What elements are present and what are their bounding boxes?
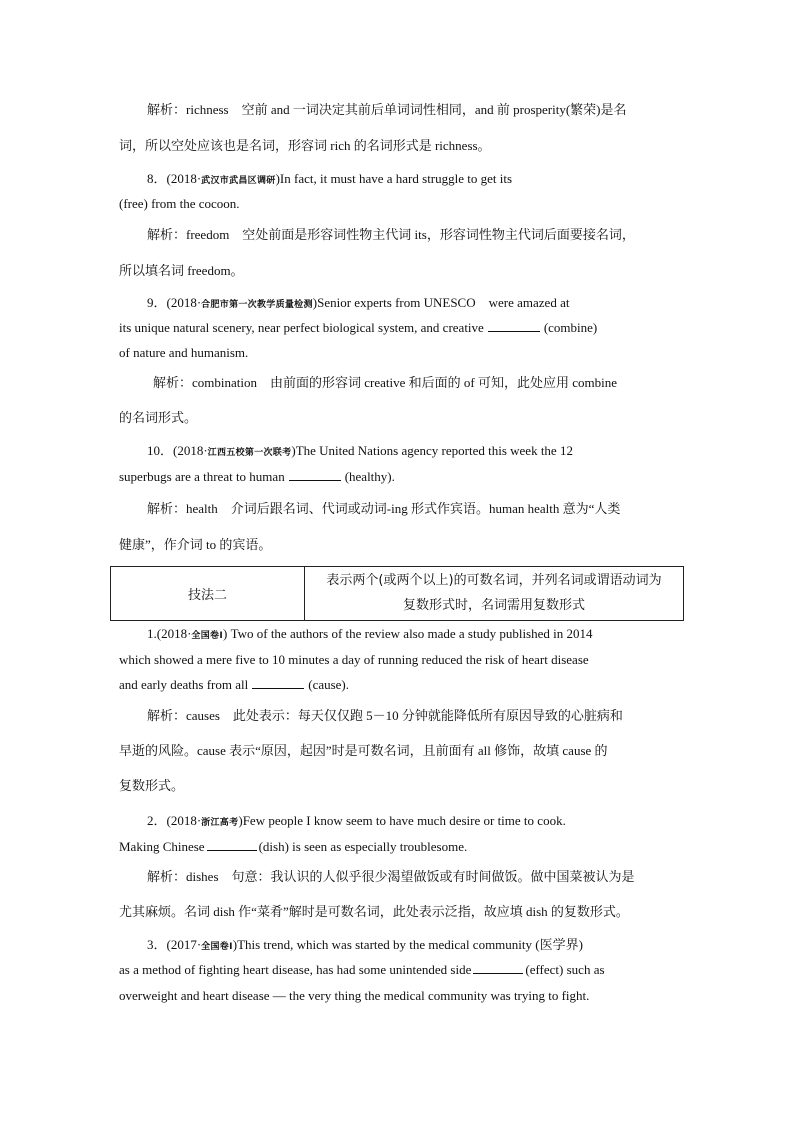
question-text: ) Two of the authors of the review also made a study published in 2014	[222, 626, 593, 641]
question-source: 浙江高考	[201, 818, 239, 828]
blank-hint: (healthy).	[344, 469, 395, 484]
question-source: 全国卷Ⅰ	[201, 942, 233, 952]
question-8-line-2: (free) from the cocoon.	[119, 196, 240, 211]
question-text: )Few people I know seem to have much desire or time to cook.	[238, 813, 566, 828]
answer-8-line-2: 所以填名词 freedom。	[119, 263, 244, 278]
question-text: )The United Nations agency reported this week the 12	[291, 443, 573, 458]
question-text: )This trend, which was started by the medical community (医学界)	[232, 937, 583, 952]
question-text: as a method of fighting heart disease, has had some unintended side	[119, 962, 472, 977]
question-9-line-3: of nature and humanism.	[119, 345, 249, 360]
answer-blank[interactable]	[473, 961, 523, 974]
blank-hint: (combine)	[543, 320, 598, 335]
technique-label: 技法二	[111, 567, 305, 620]
question-2-2-line-2	[119, 834, 675, 860]
question-number: 10．(2018·	[147, 443, 208, 458]
technique-description-line-1: 表示两个(或两个以上)的可数名词，并列名词或谓语动词为	[326, 573, 662, 588]
answer-2-1-line-1: 解析：causes 此处表示：每天仅仅跑 5－10 分钟就能降低所有原因导致的心脏病和	[147, 708, 623, 723]
question-10-line-1	[119, 438, 675, 467]
answer-2-2-line-2: 尤其麻烦。名词 dish 作“菜肴”解时是可数名词，此处表示泛指，故应填 dish 的复数形式。	[119, 904, 629, 919]
answer-blank[interactable]	[207, 838, 257, 851]
question-number: 9．(2018·	[147, 295, 202, 310]
question-source: 合肥市第一次教学质量检测	[201, 300, 313, 310]
answer-2-1-line-3: 复数形式。	[119, 778, 185, 793]
question-text: )Senior experts from UNESCO were amazed at	[312, 295, 570, 310]
question-source: 全国卷Ⅰ	[191, 631, 223, 641]
question-text: superbugs are a threat to human	[119, 469, 285, 484]
answer-7-line-1: 解析：richness 空前 and 一词决定其前后单词词性相同，and 前 prosperity(繁荣)是名	[147, 102, 627, 117]
technique-description-line-2: 复数形式时，名词需用复数形式	[402, 598, 585, 613]
question-number: 1.(2018·	[147, 626, 192, 641]
technique-description	[305, 567, 683, 621]
question-source: 江西五校第一次联考	[207, 448, 292, 458]
blank-hint: (effect) such as	[525, 962, 605, 977]
blank-hint: (cause).	[308, 677, 350, 692]
answer-9-line-1: 解析：combination 由前面的形容词 creative 和后面的 of 可知，此处应用 combine	[153, 375, 617, 390]
answer-2-1-line-2: 早逝的风险。cause 表示“原因，起因”时是可数名词，且前面有 all 修饰，故填 cause 的	[119, 743, 608, 758]
question-text: )In fact, it must have a hard struggle to get its	[275, 171, 513, 186]
answer-10-line-2: 健康”，作介词 to 的宾语。	[119, 537, 272, 552]
answer-10-line-1: 解析：health 介词后跟名词、代词或动词-ing 形式作宾语。human health 意为“人类	[147, 501, 621, 516]
answer-blank[interactable]	[488, 319, 540, 332]
question-number: 8．(2018·	[147, 171, 202, 186]
answer-8-line-1: 解析：freedom 空处前面是形容词性物主代词 its，形容词性物主代词后面要接名词，	[147, 227, 635, 242]
blank-hint: (dish) is seen as especially troublesome.	[258, 839, 468, 854]
question-2-1-line-1	[119, 621, 675, 650]
question-number: 2．(2018·	[147, 813, 202, 828]
question-source: 武汉市武昌区调研	[201, 176, 276, 186]
question-2-1-line-3	[119, 672, 675, 698]
question-number: 3．(2017·	[147, 937, 202, 952]
answer-9-line-2: 的名词形式。	[119, 410, 198, 425]
answer-7-line-2: 词，所以空处应该也是名词，形容词 rich 的名词形式是 richness。	[119, 138, 491, 153]
technique-table	[110, 566, 684, 621]
answer-blank[interactable]	[252, 676, 304, 689]
question-9-line-2	[119, 315, 675, 341]
question-2-3-line-2	[119, 957, 675, 983]
question-2-2-line-1	[119, 808, 675, 837]
question-10-line-2	[119, 464, 675, 490]
question-text: its unique natural scenery, near perfect biological system, and creative	[119, 320, 484, 335]
question-2-3-line-3: overweight and heart disease — the very thing the medical community was trying to fight.	[119, 988, 590, 1003]
answer-blank[interactable]	[289, 468, 341, 481]
question-text: Making Chinese	[119, 839, 205, 854]
answer-2-2-line-1: 解析：dishes 句意：我认识的人似乎很少渴望做饭或有时间做饭。做中国菜被认为是	[147, 869, 635, 884]
question-text: and early deaths from all	[119, 677, 249, 692]
question-2-1-line-2: which showed a mere five to 10 minutes a day of running reduced the risk of heart disease	[119, 652, 589, 667]
